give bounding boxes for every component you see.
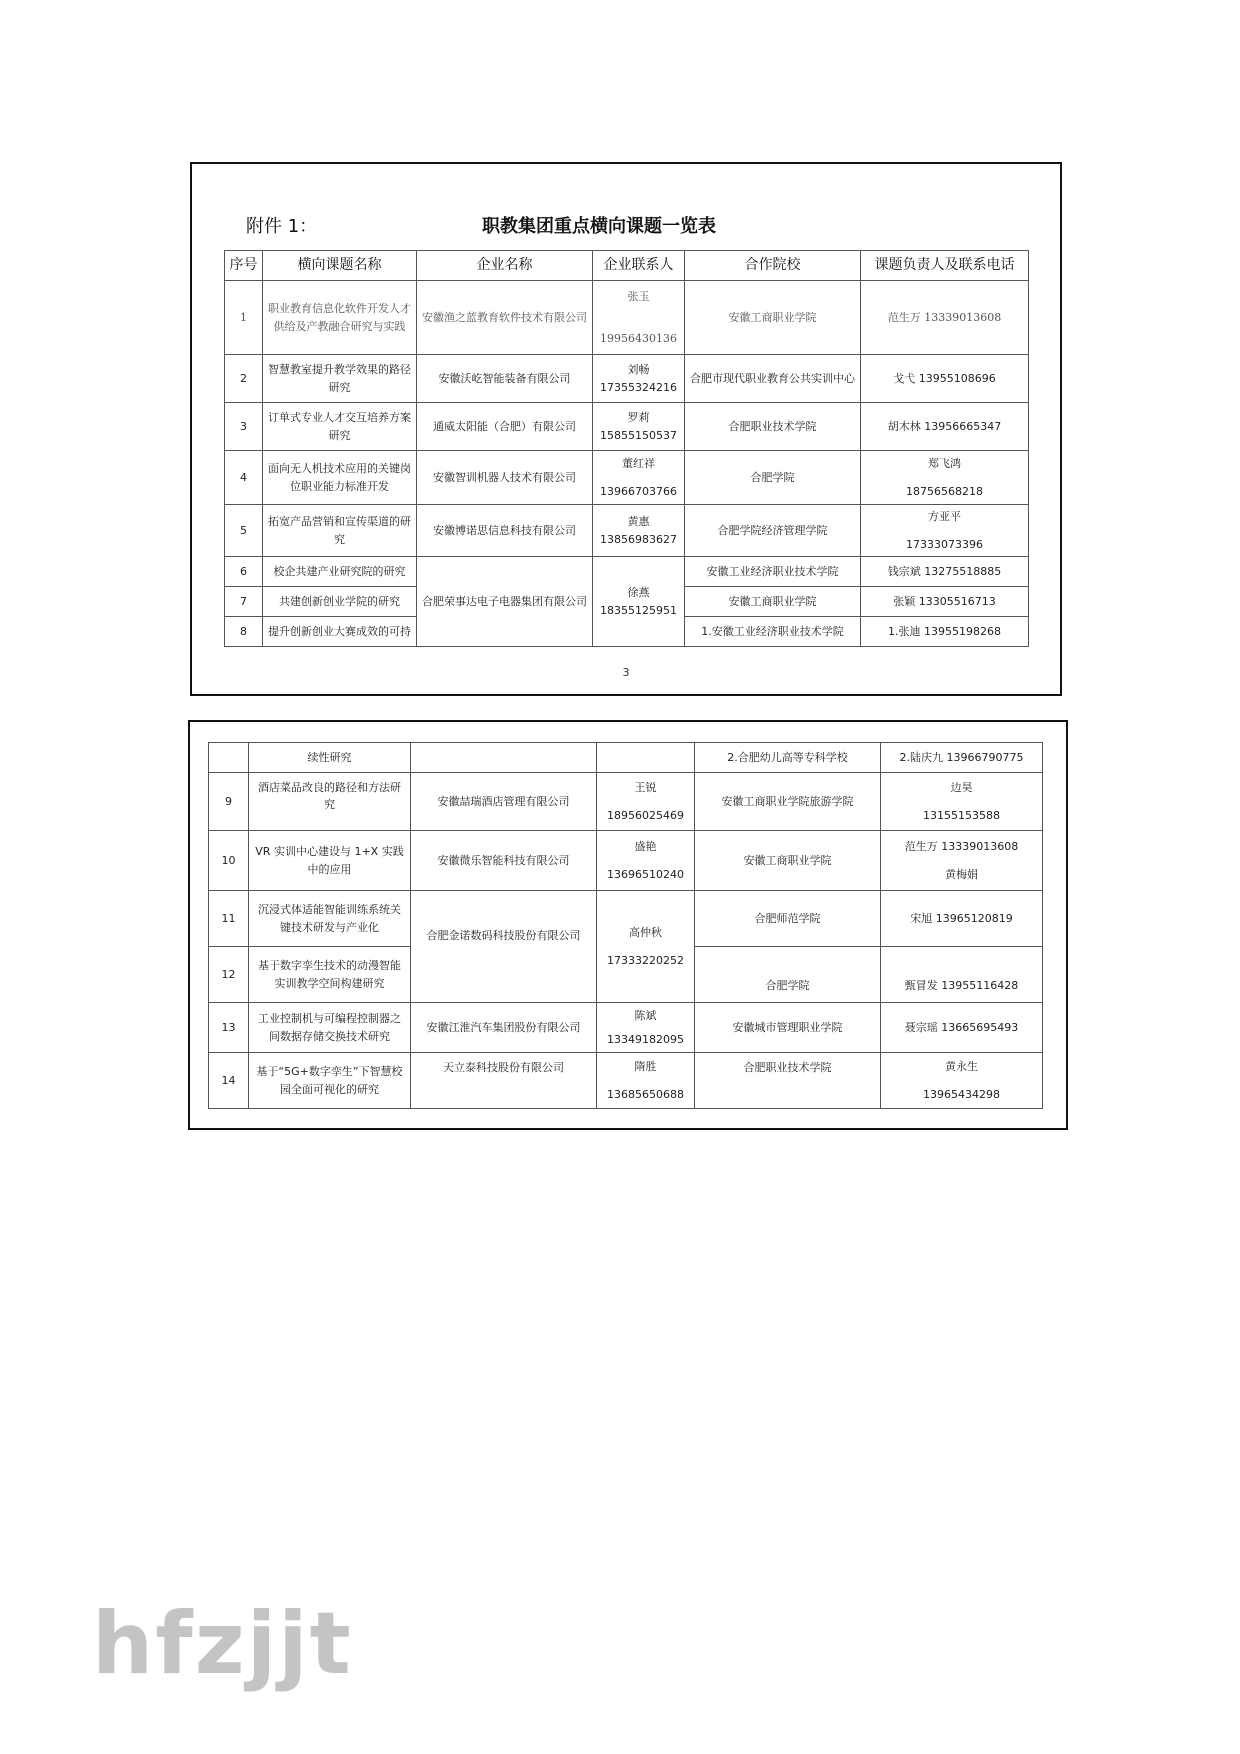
- row-contact: [597, 1053, 695, 1109]
- table-row: [225, 281, 1029, 355]
- leader-name: 方亚平: [928, 510, 961, 524]
- row-company: 安徽沃屹智能装备有限公司: [417, 355, 593, 403]
- row-company-merged: 合肥荣事达电子电器集团有限公司: [417, 557, 593, 647]
- row-contact: [593, 451, 685, 505]
- row-no: 12: [209, 947, 249, 1003]
- leader-phone: 13155153588: [923, 808, 1000, 822]
- table-row: [209, 773, 1043, 831]
- row-company-empty: [411, 743, 597, 773]
- row-contact: [593, 505, 685, 557]
- contact-phone: 13856983627: [600, 532, 677, 546]
- row-no: 3: [225, 403, 263, 451]
- row-no: 10: [209, 831, 249, 891]
- row-contact-merged: [597, 891, 695, 1003]
- row-no-empty: [209, 743, 249, 773]
- leader-phone: 17333073396: [906, 537, 983, 551]
- table-row: [225, 403, 1029, 451]
- page-number: 3: [622, 666, 630, 679]
- row-leader: 戈弋 13955108696: [861, 355, 1029, 403]
- contact-name: 罗莉: [627, 411, 650, 425]
- contact-name: 高仲秋: [629, 926, 662, 940]
- row-school: 安徽工商职业学院: [685, 587, 861, 617]
- row-topic: 职业教育信息化软件开发人才供给及产教融合研究与实践: [263, 281, 417, 355]
- row-company: 通威太阳能（合肥）有限公司: [417, 403, 593, 451]
- row-no: 8: [225, 617, 263, 647]
- row-school: 安徽工商职业学院: [695, 831, 881, 891]
- leader-name: 边昊: [950, 781, 973, 795]
- table-row: [209, 891, 1043, 947]
- row-leader: 2.陆庆九 13966790775: [881, 743, 1043, 773]
- contact-phone: 15855150537: [600, 428, 677, 442]
- row-no: 11: [209, 891, 249, 947]
- header-company: 企业名称: [417, 251, 593, 281]
- row-no: 13: [209, 1003, 249, 1053]
- row-leader: 甄冒发 13955116428: [881, 947, 1043, 1003]
- row-company: 安徽博诺思信息科技有限公司: [417, 505, 593, 557]
- row-contact-merged: [593, 557, 685, 647]
- row-leader: [881, 773, 1043, 831]
- row-company: 安徽智训机器人技术有限公司: [417, 451, 593, 505]
- row-school: 安徽工商职业学院: [685, 281, 861, 355]
- row-leader: 范生万 13339013608: [861, 281, 1029, 355]
- row-no: 4: [225, 451, 263, 505]
- row-leader: [861, 505, 1029, 557]
- row-contact: [597, 831, 695, 891]
- table-row: [225, 451, 1029, 505]
- row-school: 合肥学院经济管理学院: [685, 505, 861, 557]
- row-no: 2: [225, 355, 263, 403]
- row-leader: 1.张迪 13955198268: [861, 617, 1029, 647]
- table-header-row: [225, 251, 1029, 281]
- row-leader: 聂宗瑶 13665695493: [881, 1003, 1043, 1053]
- leader-extra: 黄梅娟: [945, 867, 978, 881]
- contact-name: 隋胜: [634, 1060, 657, 1074]
- table-row: [225, 355, 1029, 403]
- row-school: 安徽工商职业学院旅游学院: [695, 773, 881, 831]
- contact-phone: 13685650688: [607, 1087, 684, 1101]
- row-topic: VR 实训中心建设与 1+X 实践中的应用: [249, 831, 411, 891]
- table-row: [209, 1053, 1043, 1109]
- row-school: 安徽城市管理职业学院: [695, 1003, 881, 1053]
- row-school: 1.安徽工业经济职业技术学院: [685, 617, 861, 647]
- document-heading: [192, 212, 1060, 242]
- row-topic: 沉浸式体适能智能训练系统关键技术研发与产业化: [249, 891, 411, 947]
- row-school: 安徽工业经济职业技术学院: [685, 557, 861, 587]
- row-no: 5: [225, 505, 263, 557]
- row-leader: 钱宗斌 13275518885: [861, 557, 1029, 587]
- contact-phone: 18355125951: [600, 603, 677, 617]
- row-topic: 订单式专业人才交互培养方案研究: [263, 403, 417, 451]
- row-leader: 胡木林 13956665347: [861, 403, 1029, 451]
- contact-name: 王锐: [634, 781, 657, 795]
- contact-name: 陈斌: [634, 1009, 657, 1023]
- row-no: 14: [209, 1053, 249, 1109]
- row-topic: 工业控制机与可编程控制器之间数据存储交换技术研究: [249, 1003, 411, 1053]
- row-contact: [593, 355, 685, 403]
- row-topic: 基于“5G+数字孪生”下智慧校园全面可视化的研究: [249, 1053, 411, 1109]
- row-school: 合肥学院: [685, 451, 861, 505]
- row-topic: 校企共建产业研究院的研究: [263, 557, 417, 587]
- row-leader: 张颖 13305516713: [861, 587, 1029, 617]
- row-contact: [593, 281, 685, 355]
- row-topic: 续性研究: [249, 743, 411, 773]
- table-row-continuation: [209, 743, 1043, 773]
- row-no: 7: [225, 587, 263, 617]
- row-company: 天立泰科技股份有限公司: [411, 1053, 597, 1109]
- contact-phone: 17333220252: [607, 953, 684, 967]
- leader-name: 郑飞鸿: [928, 457, 961, 471]
- leader-phone: 13965434298: [923, 1087, 1000, 1101]
- row-topic: 酒店菜品改良的路径和方法研究: [249, 773, 411, 831]
- row-topic: 基于数字孪生技术的动漫智能实训教学空间构建研究: [249, 947, 411, 1003]
- contact-phone: 18956025469: [607, 808, 684, 822]
- row-topic: 提升创新创业大赛成效的可持: [263, 617, 417, 647]
- row-leader: [881, 831, 1043, 891]
- row-contact: [593, 403, 685, 451]
- row-contact: [597, 773, 695, 831]
- header-contact: 企业联系人: [593, 251, 685, 281]
- table-row: [225, 505, 1029, 557]
- row-topic: 面向无人机技术应用的关键岗位职业能力标准开发: [263, 451, 417, 505]
- row-school: 合肥职业技术学院: [685, 403, 861, 451]
- row-company: 安徽微乐智能科技有限公司: [411, 831, 597, 891]
- header-leader: 课题负责人及联系电话: [861, 251, 1029, 281]
- header-school: 合作院校: [685, 251, 861, 281]
- row-company: 安徽喆瑞酒店管理有限公司: [411, 773, 597, 831]
- header-no: 序号: [225, 251, 263, 281]
- contact-name: 张玉: [627, 290, 650, 304]
- row-school: 合肥市现代职业教育公共实训中心: [685, 355, 861, 403]
- leader-name: 范生万 13339013608: [904, 840, 1019, 854]
- table-row: [209, 1003, 1043, 1053]
- watermark-text: hfzjjt: [92, 1594, 353, 1694]
- row-school: 合肥师范学院: [695, 891, 881, 947]
- contact-name: 徐燕: [627, 586, 650, 600]
- table-row: [225, 557, 1029, 587]
- row-no: 6: [225, 557, 263, 587]
- row-leader: [881, 1053, 1043, 1109]
- topics-table-part-1: [224, 250, 1029, 647]
- row-contact-empty: [597, 743, 695, 773]
- row-leader: 宋旭 13965120819: [881, 891, 1043, 947]
- document-page-2: [188, 720, 1068, 1130]
- contact-name: 盛艳: [634, 840, 657, 854]
- contact-name: 黄惠: [627, 515, 650, 529]
- contact-phone: 13696510240: [607, 867, 684, 881]
- row-company-merged: 合肥金诺数码科技股份有限公司: [411, 891, 597, 1003]
- row-no: 1: [225, 281, 263, 355]
- row-school: 2.合肥幼儿高等专科学校: [695, 743, 881, 773]
- leader-name: 黄永生: [945, 1060, 978, 1074]
- document-page-1: [190, 162, 1062, 696]
- row-topic: 共建创新创业学院的研究: [263, 587, 417, 617]
- row-school: 合肥职业技术学院: [695, 1053, 881, 1109]
- contact-phone: 17355324216: [600, 380, 677, 394]
- row-topic: 智慧教室提升教学效果的路径研究: [263, 355, 417, 403]
- contact-phone: 13966703766: [600, 484, 677, 498]
- row-leader: [861, 451, 1029, 505]
- row-topic: 拓宽产品营销和宣传渠道的研究: [263, 505, 417, 557]
- contact-phone: 13349182095: [607, 1032, 684, 1046]
- contact-phone: 19956430136: [600, 331, 677, 345]
- row-company: 安徽渔之蓝教育软件技术有限公司: [417, 281, 593, 355]
- document-title: 职教集团重点横向课题一览表: [482, 216, 716, 237]
- leader-phone: 18756568218: [906, 484, 983, 498]
- row-no: 9: [209, 773, 249, 831]
- contact-name: 董红祥: [622, 457, 655, 471]
- contact-name: 刘畅: [627, 363, 650, 377]
- topics-table-part-2: [208, 742, 1043, 1109]
- header-topic: 横向课题名称: [263, 251, 417, 281]
- table-row: [209, 831, 1043, 891]
- row-company: 安徽江淮汽车集团股份有限公司: [411, 1003, 597, 1053]
- row-school: 合肥学院: [695, 947, 881, 1003]
- attachment-label: 附件 1：: [246, 216, 318, 237]
- row-contact: [597, 1003, 695, 1053]
